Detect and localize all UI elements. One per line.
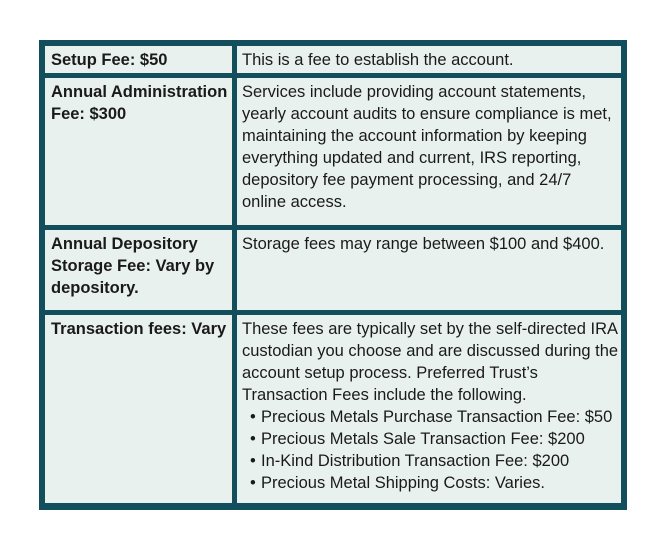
fee-row-annual-administration (45, 78, 621, 225)
fee-label: Annual Depository Storage Fee: Vary by depository. (45, 230, 232, 310)
fee-description: This is a fee to establish the account. (237, 46, 621, 73)
transaction-fee-item: • Precious Metals Sale Transaction Fee: $200 (250, 428, 619, 450)
fee-row-setup (45, 46, 621, 73)
transaction-fee-item: • Precious Metals Purchase Transaction Fee: $50 (250, 406, 619, 428)
transaction-fee-list (242, 406, 619, 494)
transaction-fee-item: • In-Kind Distribution Transaction Fee: $200 (250, 450, 619, 472)
fee-row-depository-storage (45, 230, 621, 310)
fee-label: Setup Fee: $50 (45, 46, 232, 73)
fee-label: Annual Administration Fee: $300 (45, 78, 232, 225)
fee-row-transaction (45, 315, 621, 503)
transaction-fee-item: • Precious Metal Shipping Costs: Varies. (250, 472, 619, 494)
fee-description: Storage fees may range between $100 and $400. (237, 230, 621, 310)
fee-description: Services include providing account statements, yearly account audits to ensure compliance is met, maintaining the account information by keeping everything updated and current, IRS reporting, depository fee payment processing, and 24/7 online access. (237, 78, 621, 225)
fee-label: Transaction fees: Vary (45, 315, 232, 503)
fee-table (39, 40, 627, 510)
fee-description: These fees are typically set by the self-directed IRA custodian you choose and are discussed during the account setup process. Preferred Trust’s Transaction Fees include the following. (242, 320, 619, 404)
fee-description-cell (237, 315, 621, 503)
